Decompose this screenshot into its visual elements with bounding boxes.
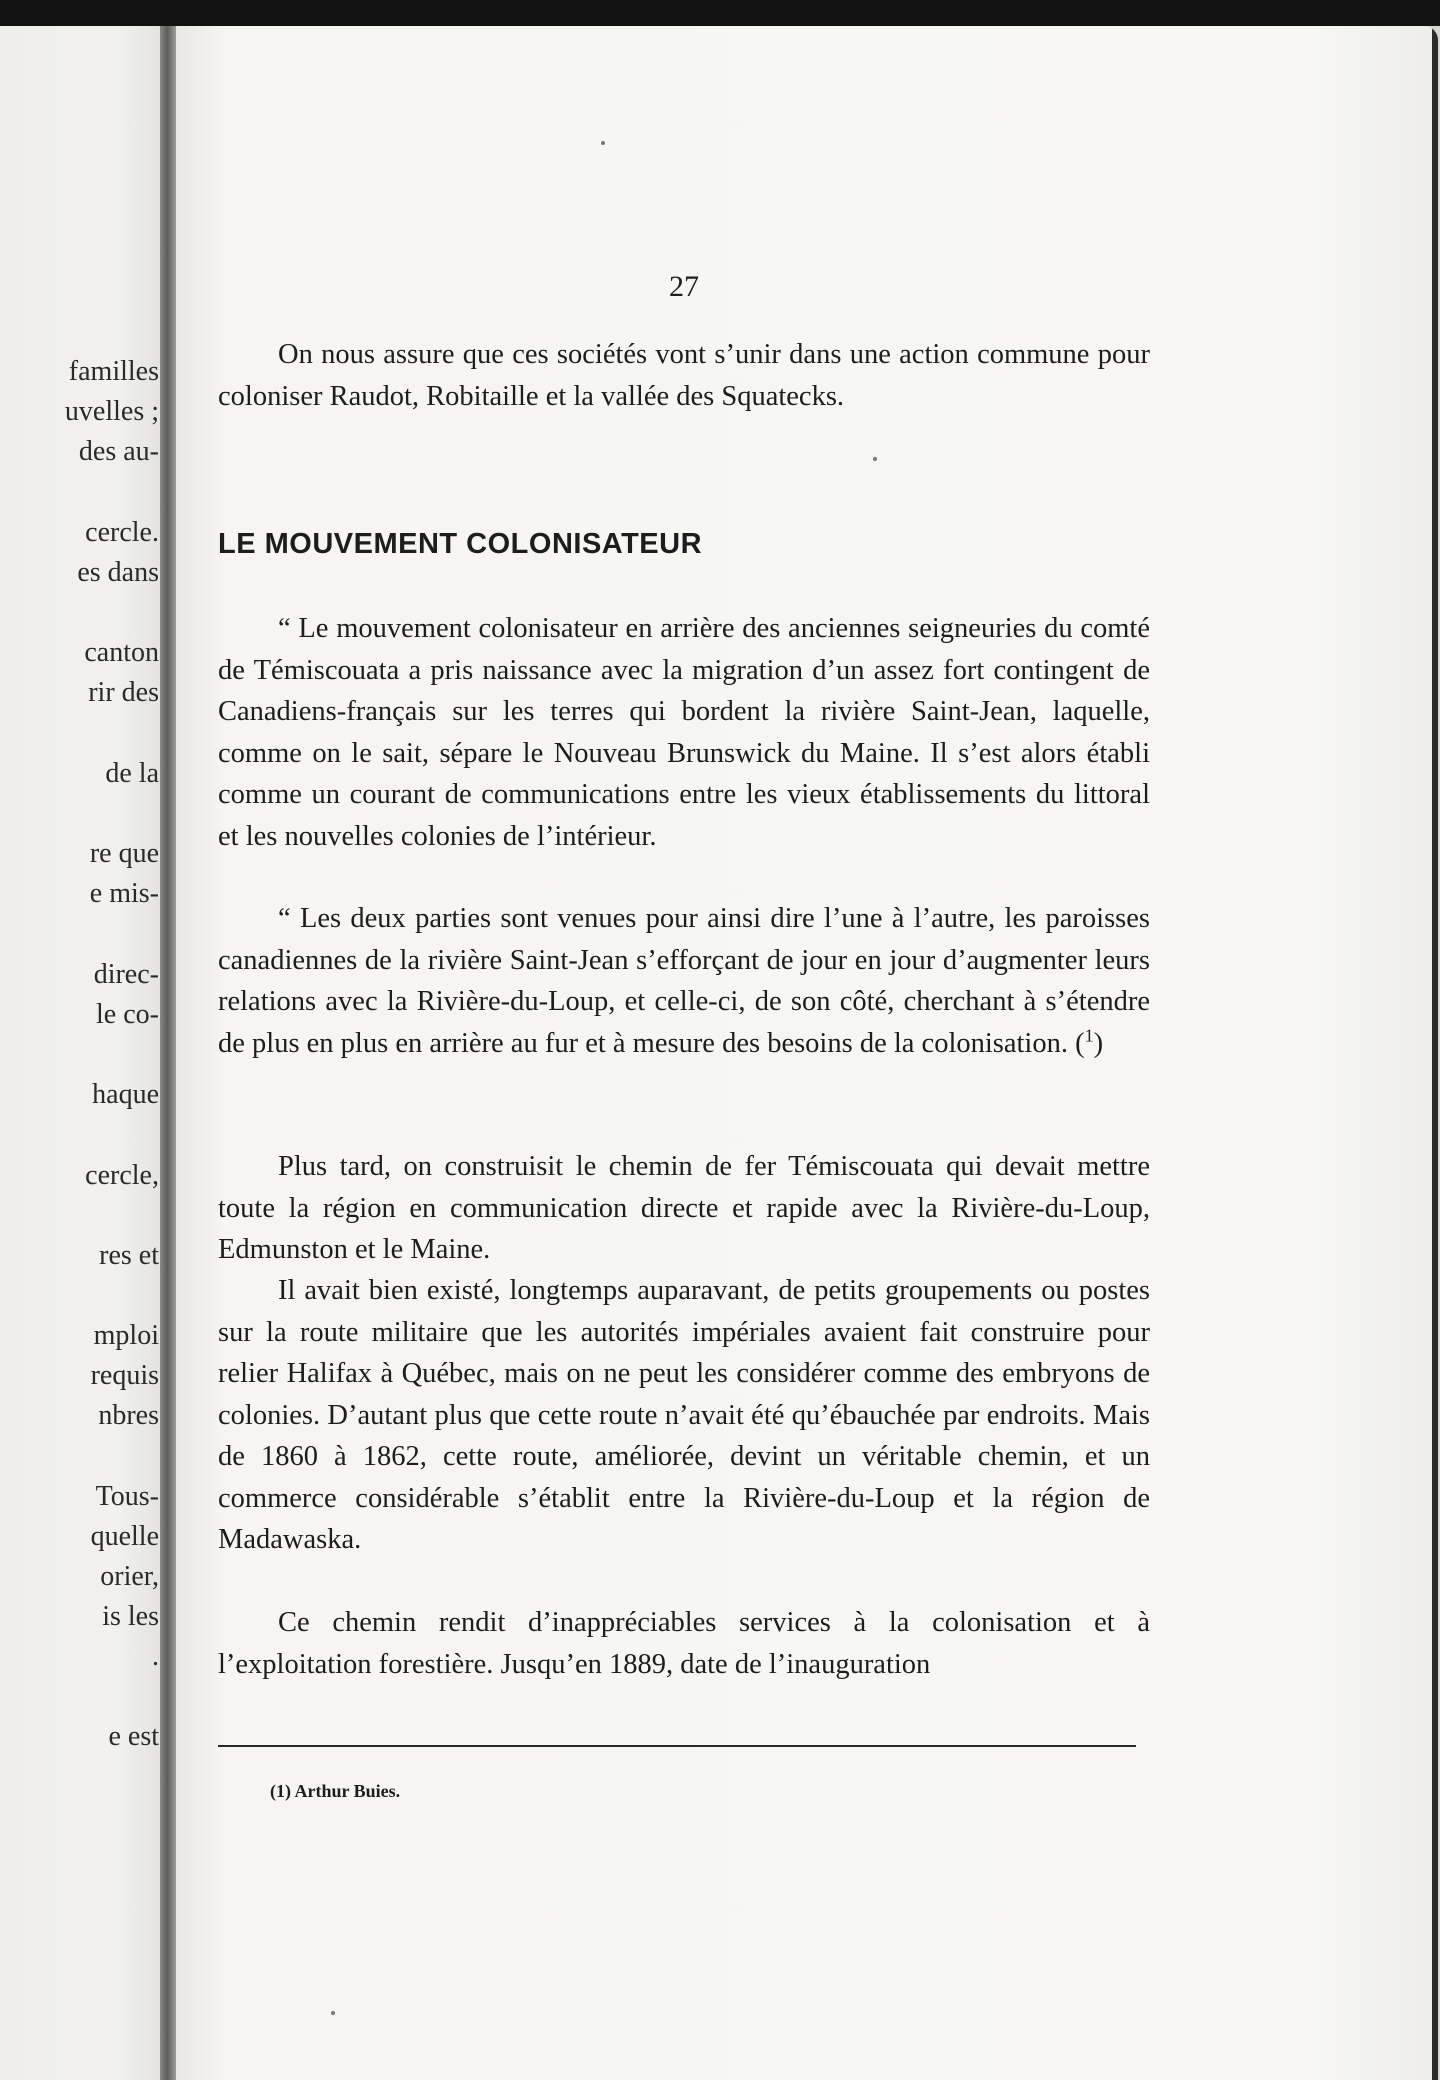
paragraph-5: Ce chemin rendit d’inappréciables services à la colonisation et à l’exploitation forestière. Jusqu’en 1889, date de l’inauguration: [218, 1607, 1150, 1680]
left-fragment: haque: [92, 1079, 159, 1110]
paper-speck: [331, 2011, 335, 2015]
intro-paragraph: On nous assure que ces sociétés vont s’unir dans une action commune pour coloniser Raudot, Robitaille et la vallée des Squatecks.: [218, 339, 1150, 412]
paragraph-4: Il avait bien existé, longtemps auparavant, de petits groupements ou postes sur la route militaire que les autorités impériales avaient fait construire pour relier Halifax à Québec, mais on ne peut les considérer comme des embryons de colonies. D’autant plus que cette route n’avait été qu’ébauchée par endroits. Mais de 1860 à 1862, cette route, améliorée, devint un véritable chemin, et un commerce considérable s’établit entre la Rivière-du-Loup et la région de Madawaska.: [218, 1275, 1150, 1555]
left-fragment: canton: [84, 637, 159, 668]
left-fragment: direc-: [93, 959, 159, 990]
left-fragment: orier,: [100, 1561, 159, 1592]
paper-speck: [873, 457, 877, 461]
left-fragment: uvelles ;: [64, 396, 159, 427]
left-fragment: e est: [108, 1721, 159, 1752]
note-close: ): [1093, 1027, 1104, 1059]
left-fragment: quelle: [90, 1521, 159, 1552]
footnote: (1) Arthur Buies.: [270, 1781, 401, 1801]
left-fragment: le co-: [96, 999, 159, 1030]
left-fragment: des au-: [78, 436, 159, 467]
left-fragment: res et: [99, 1240, 159, 1271]
right-page: [176, 26, 1438, 2080]
left-fragment: es dans: [77, 557, 159, 588]
paragraph-2-text: “ Les deux parties sont venues pour ainsi dire l’une à l’autre, les paroisses canadiennes de la rivière Saint-Jean s’efforçant de jour en jour d’augmenter leurs relations avec la Rivière-du-Loup, et celle-ci, de son côté, cherchant à s’étendre de plus en plus en arrière au fur et à mesure des besoins de la colonisation.: [218, 903, 1150, 1059]
footnote-divider: [218, 1745, 1136, 1747]
left-fragment: requis: [90, 1360, 159, 1391]
paragraph-2: [218, 898, 1150, 1064]
left-fragment: rir des: [88, 677, 159, 708]
left-fragment: de la: [105, 758, 159, 789]
left-fragment: cercle.: [85, 517, 159, 548]
section-heading: LE MOUVEMENT COLONISATEUR: [218, 528, 703, 560]
left-fragment: nbres: [98, 1400, 159, 1431]
footnote-ref: 1: [1084, 1025, 1094, 1045]
left-fragment: .: [152, 1641, 159, 1672]
page-right-edge: [1432, 26, 1438, 2080]
left-fragment: re que: [89, 838, 159, 869]
left-fragment: familles: [68, 356, 159, 387]
left-fragment: e mis-: [89, 878, 159, 909]
book-gutter: [160, 26, 176, 2080]
note-open: (: [1067, 1027, 1085, 1059]
paper-speck: [601, 141, 605, 145]
scanned-book-spread: [0, 26, 1440, 2080]
left-fragment: Tous-: [95, 1481, 159, 1512]
page-number: 27: [669, 270, 699, 303]
left-fragment: mploi: [93, 1320, 159, 1351]
left-fragment: is les: [102, 1601, 159, 1632]
left-page-edge: [0, 26, 165, 2080]
left-fragment: cercle,: [85, 1160, 159, 1191]
paragraph-3: Plus tard, on construisit le chemin de fer Témiscouata qui devait mettre toute la région en communication directe et rapide avec la Rivière-du-Loup, Edmunston et le Maine.: [218, 1151, 1150, 1265]
paragraph-1: “ Le mouvement colonisateur en arrière des anciennes seigneuries du comté de Témiscouata a pris naissance avec la migration d’un assez fort contingent de Canadiens-français sur les terres qui bordent la rivière Saint-Jean, laquelle, comme on le sait, sépare le Nouveau Brunswick du Maine. Il s’est alors établi comme un courant de communications entre les vieux établissements du littoral et les nouvelles colonies de l’intérieur.: [218, 613, 1150, 852]
